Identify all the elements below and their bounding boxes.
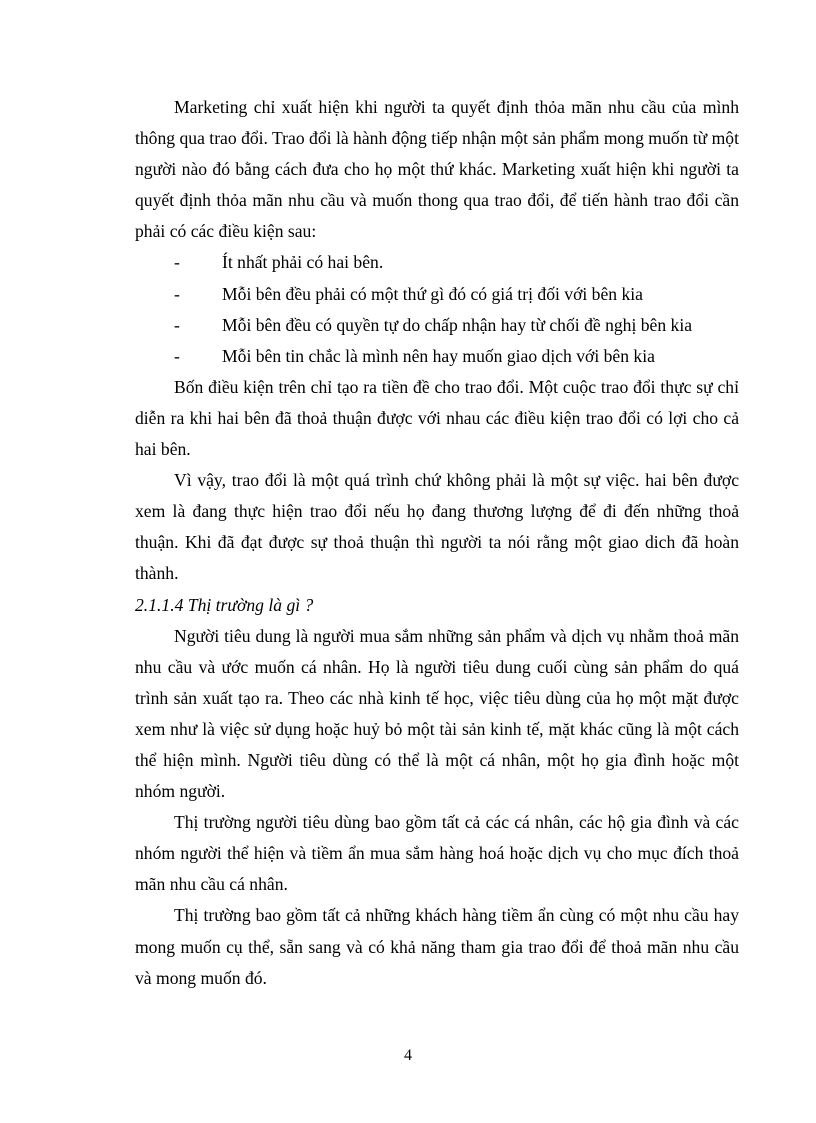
paragraph-exchange-process: Vì vậy, trao đổi là một quá trình chứ không phải là một sự việc. hai bên được xem là đang thực hiện trao đổi nếu họ đang thương lượng để đi đến những thoả thuận. Khi đã đạt được sự thoả thuận thì người ta nói rằng một giao dich đã hoàn thành.: [135, 470, 739, 584]
list-item: [135, 310, 739, 341]
list-item-text: Mỗi bên đều phải có một thứ gì đó có giá trị đối với bên kia: [222, 283, 643, 304]
section-heading: 2.1.1.4 Thị trường là gì ?: [135, 594, 314, 615]
paragraph-consumer-definition: Người tiêu dung là người mua sắm những sản phẩm và dịch vụ nhằm thoả mãn nhu cầu và ước muốn cá nhân. Họ là người tiêu dung cuối cùng sản phẩm do quá trình sản xuất tạo ra. Theo các nhà kinh tế học, việc tiêu dùng của họ một mặt được xem như là việc sử dụng hoặc huỷ bỏ một tài sản kinh tế, mặt khác cũng là một cách thể hiện mình. Người tiêu dùng có thể là một cá nhân, một họ gia đình hoặc một nhóm người.: [135, 625, 739, 802]
paragraph-consumer-market: Thị trường người tiêu dùng bao gồm tất cả các cá nhân, các hộ gia đình và các nhóm người thể hiện và tiềm ẩn mua sắm hàng hoá hoặc dịch vụ cho mục đích thoả mãn nhu cầu cá nhân.: [135, 812, 739, 895]
list-item-text: Ít nhất phải có hai bên.: [222, 252, 384, 273]
paragraph-marketing-exchange: Marketing chỉ xuất hiện khi người ta quyết định thỏa mãn nhu cầu của mình thông qua trao đổi. Trao đổi là hành động tiếp nhận một sản phẩm mong muốn từ một người nào đó bằng cách đưa cho họ một thứ khác. Marketing xuất hiện khi người ta quyết định thỏa mãn nhu cầu và muốn thong qua trao đổi, để tiến hành trao đổi cần phải có các điều kiện sau:: [135, 97, 739, 242]
bullet-dash: -: [174, 314, 180, 335]
exchange-conditions-list: [135, 247, 739, 371]
list-item: [135, 341, 739, 372]
bullet-dash: -: [174, 283, 180, 304]
page-number: 4: [404, 1047, 412, 1064]
bullet-dash: -: [174, 345, 180, 366]
bullet-dash: -: [174, 252, 180, 273]
paragraph-four-conditions: Bốn điều kiện trên chỉ tạo ra tiền đề cho trao đổi. Một cuộc trao đổi thực sự chỉ diễn ra khi hai bên đã thoả thuận được với nhau các điều kiện trao đổi có lợi cho cả hai bên.: [135, 376, 739, 460]
list-item-text: Mỗi bên đều có quyền tự do chấp nhận hay từ chối đề nghị bên kia: [222, 314, 693, 335]
list-item: [135, 279, 739, 310]
list-item-text: Mỗi bên tin chắc là mình nên hay muốn giao dịch với bên kia: [222, 345, 655, 366]
document-body: [135, 92, 739, 994]
paragraph-market-definition: Thị trường bao gồm tất cả những khách hàng tiềm ẩn cùng có một nhu cầu hay mong muốn cụ thể, sẵn sang và có khả năng tham gia trao đổi để thoả mãn nhu cầu và mong muốn đó.: [135, 905, 739, 988]
list-item: [135, 247, 739, 278]
